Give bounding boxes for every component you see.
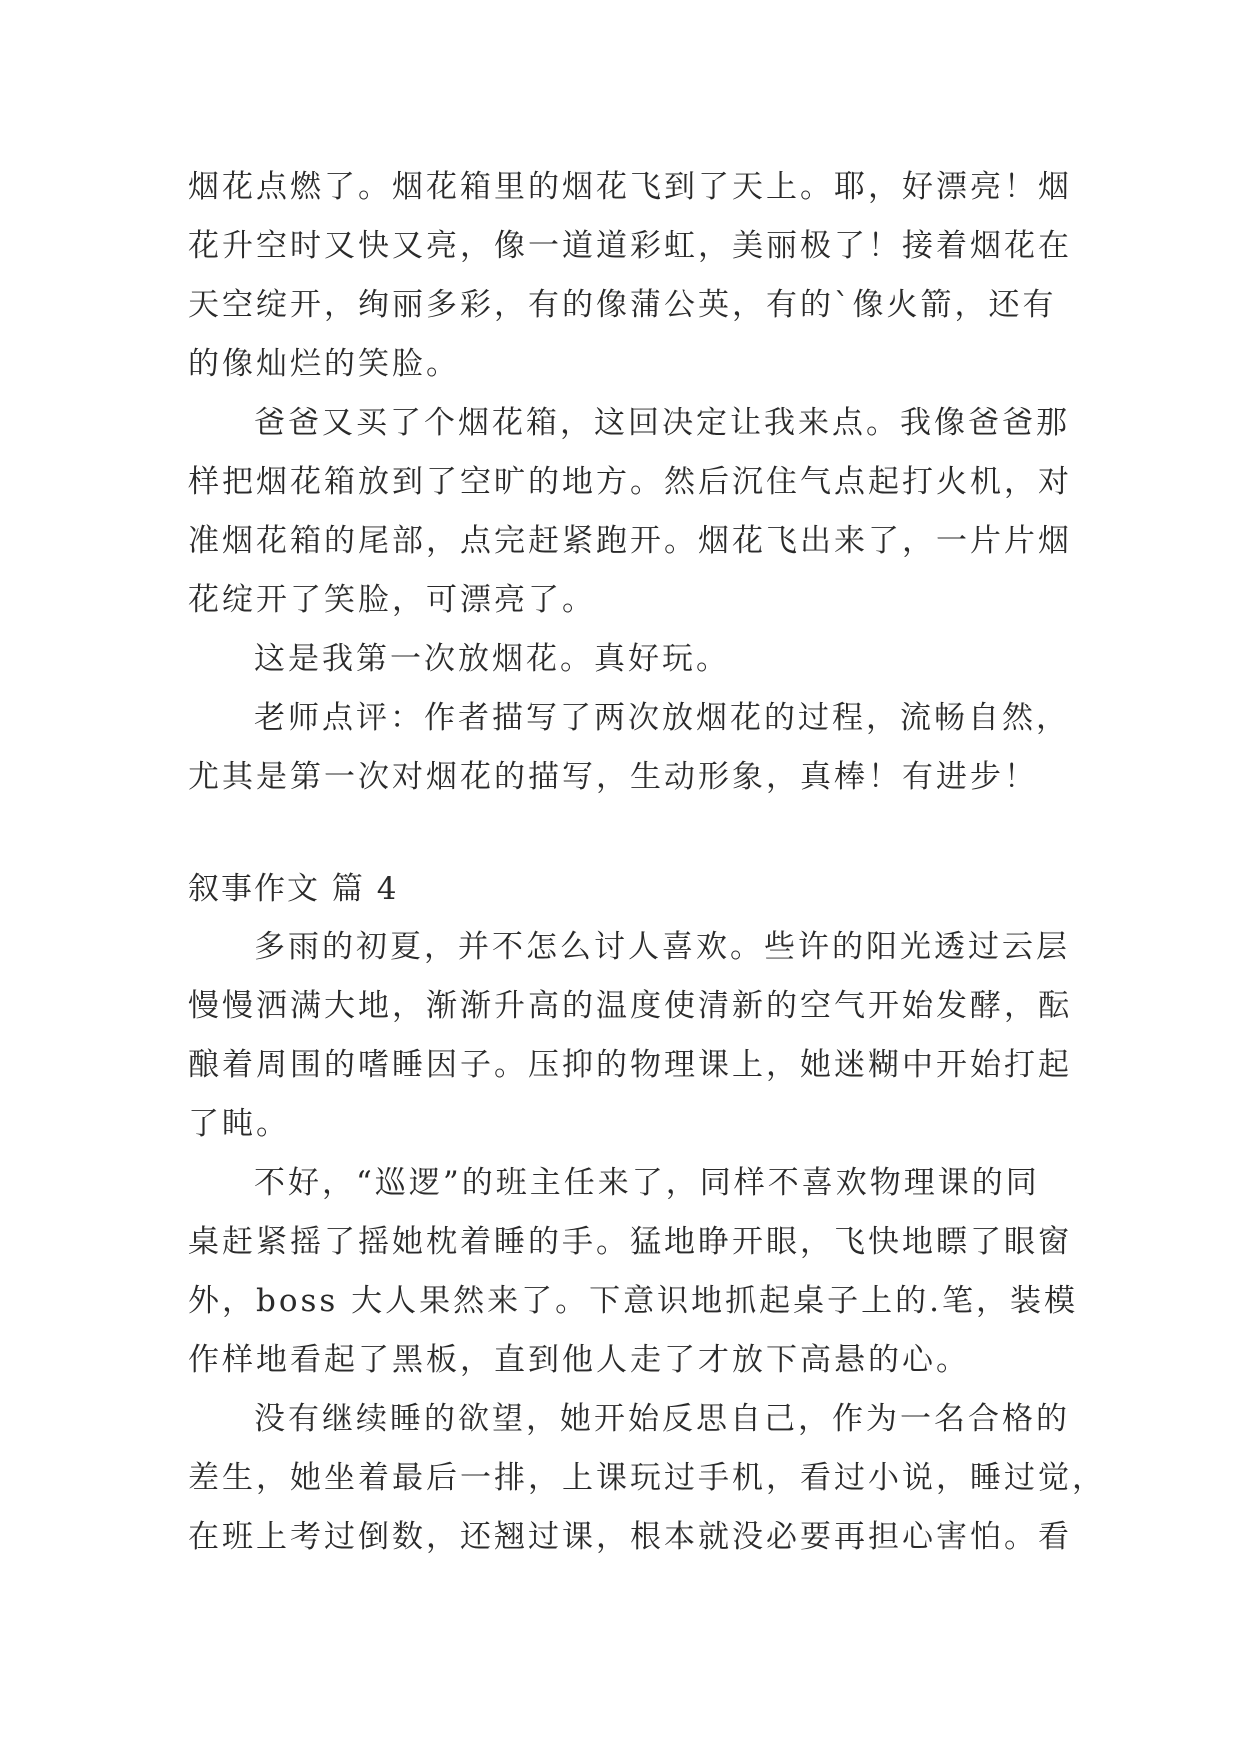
essay-part-1	[188, 158, 1072, 807]
teacher-comment-line: 老师点评：作者描写了两次放烟花的过程，流畅自然，	[254, 700, 1070, 736]
text-line: 桌赶紧摇了摇她枕着睡的手。猛地睁开眼，飞快地瞟了眼窗	[188, 1224, 1072, 1260]
section-heading: 叙事作文 篇 4	[188, 871, 399, 907]
text-line: 酿着周围的嗜睡因子。压抑的物理课上，她迷糊中开始打起	[188, 1047, 1072, 1083]
text-line: 作样地看起了黑板，直到他人走了才放下高悬的心。	[188, 1342, 970, 1378]
text-line: 外，boss 大人果然来了。下意识地抓起桌子上的.笔，装模	[188, 1283, 1079, 1319]
text-line: 没有继续睡的欲望，她开始反思自己，作为一名合格的	[254, 1401, 1070, 1437]
text-line: 这是我第一次放烟花。真好玩。	[254, 641, 730, 677]
text-line: 了盹。	[188, 1106, 290, 1142]
text-line: 差生，她坐着最后一排，上课玩过手机，看过小说，睡过觉，	[188, 1460, 1106, 1496]
text-line: 天空绽开，绚丽多彩，有的像蒲公英，有的`像火箭，还有	[188, 287, 1057, 323]
text-line: 不好，“巡逻”的班主任来了，同样不喜欢物理课的同	[254, 1165, 1040, 1201]
text-line: 在班上考过倒数，还翘过课，根本就没必要再担心害怕。看	[188, 1519, 1072, 1555]
text-line: 准烟花箱的尾部，点完赶紧跑开。烟花飞出来了，一片片烟	[188, 523, 1072, 559]
text-line: 花绽开了笑脸，可漂亮了。	[188, 582, 596, 618]
essay-part-2	[188, 918, 1106, 1567]
text-line: 慢慢洒满大地，渐渐升高的温度使清新的空气开始发酵，酝	[188, 988, 1072, 1024]
teacher-comment-line: 尤其是第一次对烟花的描写，生动形象，真棒！有进步！	[188, 759, 1038, 795]
text-line: 爸爸又买了个烟花箱，这回决定让我来点。我像爸爸那	[254, 405, 1070, 441]
text-line: 的像灿烂的笑脸。	[188, 346, 460, 382]
text-line: 花升空时又快又亮，像一道道彩虹，美丽极了！接着烟花在	[188, 228, 1072, 264]
text-line: 烟花点燃了。烟花箱里的烟花飞到了天上。耶，好漂亮！烟	[188, 169, 1072, 205]
text-line: 多雨的初夏，并不怎么讨人喜欢。些许的阳光透过云层	[254, 929, 1070, 965]
text-line: 样把烟花箱放到了空旷的地方。然后沉住气点起打火机，对	[188, 464, 1072, 500]
